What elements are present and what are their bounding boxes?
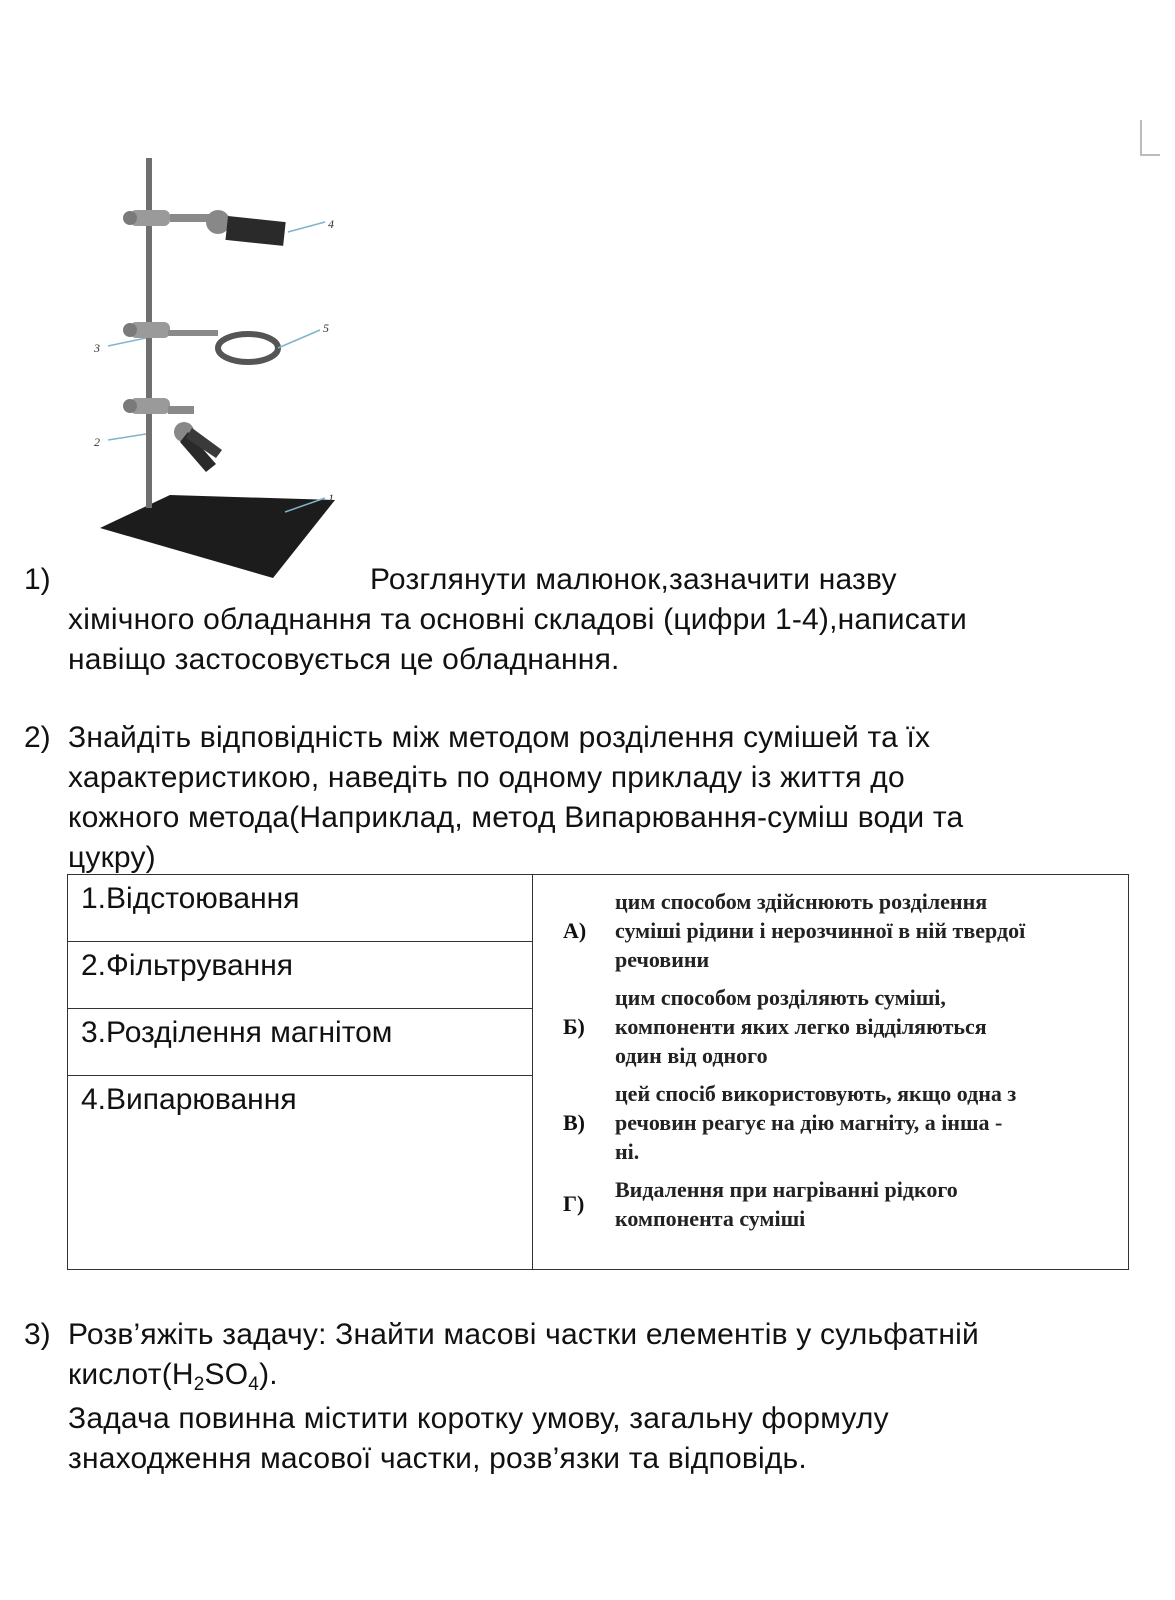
q3-line-1: Розв’яжіть задачу: Знайти масові частки елементів у сульфатній	[68, 1318, 979, 1351]
q1-line-2: хімічного обладнання та основні складові (цифри 1-4),написати	[68, 603, 968, 636]
q1-number: 1)	[24, 563, 51, 596]
figure-label-5: 5	[323, 321, 329, 335]
option-h-desc	[615, 1175, 1115, 1233]
page-corner-mark	[1140, 120, 1160, 156]
option-h-line-2: компонента суміші	[615, 1206, 806, 1231]
option-a-letter: А)	[563, 918, 587, 943]
option-h-line-1: Видалення при нагріванні рідкого	[615, 1177, 958, 1202]
figure-label-2: 2	[94, 435, 100, 449]
method-row-4: 4.Випарювання	[81, 1083, 297, 1116]
option-b-letter: Б)	[563, 1014, 585, 1039]
figure-label-3: 3	[94, 341, 100, 355]
q3-text	[68, 1315, 1158, 1479]
option-a-line-3: речовини	[615, 947, 710, 972]
option-a-desc	[615, 887, 1115, 974]
q3-line-2	[68, 1355, 1158, 1399]
methods-column	[68, 875, 533, 1269]
q2-line-4: цукру)	[68, 841, 156, 874]
matching-table	[67, 874, 1129, 1270]
option-b-line-1: цим способом розділяють суміші,	[615, 985, 946, 1010]
option-v-desc	[615, 1079, 1115, 1166]
q3-formula-post: ).	[259, 1358, 278, 1391]
q2-text	[68, 718, 1158, 878]
q2-line-1: Знайдіть відповідність між методом розділення сумішей та їх	[68, 721, 931, 754]
method-row-3: 3.Розділення магнітом	[68, 1009, 532, 1076]
option-v-letter: В)	[563, 1110, 585, 1135]
q3-formula-mid: SO	[204, 1358, 249, 1391]
q2-number: 2)	[24, 721, 51, 754]
option-a-line-2: суміші рідини і нерозчинної в ній твердої	[615, 918, 1026, 943]
option-b-desc	[615, 983, 1115, 1070]
lab-stand-figure	[80, 150, 380, 580]
q3-formula-sub-2: 2	[193, 1374, 205, 1395]
option-v-line-2: речовин реагує на дію магніту, а інша -	[615, 1110, 1003, 1135]
q3-line-4: знаходження масової частки, розв’язки та відповідь.	[68, 1442, 807, 1475]
option-h-letter: Г)	[563, 1191, 585, 1216]
option-v-line-3: ні.	[615, 1139, 640, 1164]
figure-label-4: 4	[328, 217, 334, 231]
method-row-2: 2.Фільтрування	[68, 942, 532, 1009]
q3-formula-pre: кислот(H	[68, 1358, 194, 1391]
q1-text-continued	[68, 600, 1158, 680]
q3-number: 3)	[24, 1318, 51, 1351]
q3-line-3: Задача повинна містити коротку умову, загальну формулу	[68, 1402, 889, 1435]
option-b-line-2: компоненти яких легко відділяються	[615, 1014, 987, 1039]
method-row-1: 1.Відстоювання	[68, 875, 532, 942]
figure-label-1: 1	[328, 491, 334, 505]
q3-formula-sub-4: 4	[248, 1374, 260, 1395]
option-v-line-1: цей спосіб використовують, якщо одна з	[615, 1081, 1017, 1106]
q1-line-3: навіщо застосовується це обладнання.	[68, 643, 620, 676]
q1-line-1: Розглянути малюнок,зазначити назву	[370, 563, 897, 596]
option-a-line-1: цим способом здійснюють розділення	[615, 889, 988, 914]
option-b-line-3: один від одного	[615, 1043, 768, 1068]
q2-line-2: характеристикою, наведіть по одному прикладу із життя до	[68, 761, 905, 794]
q1-text	[370, 560, 1150, 600]
q2-line-3: кожного метода(Наприклад, метод Випарювання-суміш води та	[68, 801, 964, 834]
